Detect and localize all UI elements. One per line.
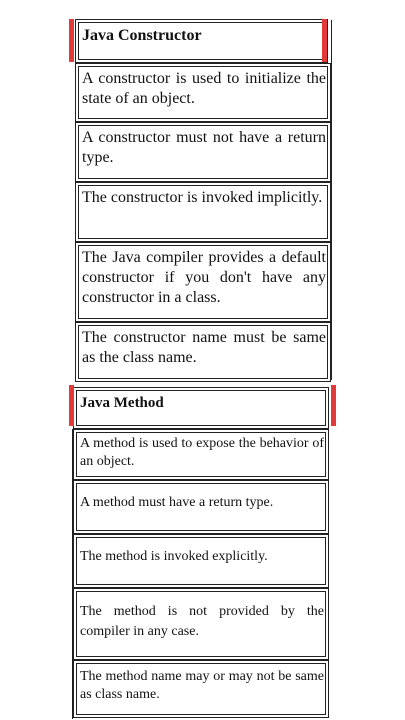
table-cell: A method is used to expose the behavior of an object. [76, 432, 326, 477]
method-table-header [73, 387, 329, 429]
method-table-header-label: Java Method [76, 390, 326, 426]
table-row [73, 588, 329, 660]
header-highlight-left [69, 385, 74, 426]
table-row [73, 480, 329, 534]
table-row [73, 534, 329, 588]
table-cell: A method must have a return type. [76, 483, 326, 531]
table-row [75, 242, 331, 322]
table-cell: The method name may or may not be same as class name. [76, 663, 326, 715]
clipped-column-edge [70, 429, 73, 719]
constructor-table-header-label: Java Constructor [78, 22, 325, 60]
table-row [75, 63, 331, 122]
table-row [73, 429, 329, 480]
table-cell: The constructor is invoked implicitly. [78, 185, 328, 239]
constructor-table-header [75, 19, 328, 63]
header-highlight-right [331, 385, 336, 426]
table-cell: The Java compiler provides a default constructor if you don't have any constructor in a class. [78, 245, 328, 319]
table-cell: A constructor is used to initialize the state of an object. [78, 66, 328, 119]
table-cell: A constructor must not have a return type. [78, 125, 328, 179]
header-highlight-left [69, 19, 74, 62]
header-highlight-right [322, 19, 327, 62]
table-row [73, 660, 329, 718]
table-cell: The method is invoked explicitly. [76, 537, 326, 585]
table-row [75, 182, 331, 242]
clipped-column-edge [331, 20, 334, 380]
table-cell: The method is not provided by the compiler in any case. [76, 591, 326, 657]
table-row [75, 322, 331, 382]
table-row [75, 122, 331, 182]
table-cell: The constructor name must be same as the class name. [78, 325, 328, 379]
